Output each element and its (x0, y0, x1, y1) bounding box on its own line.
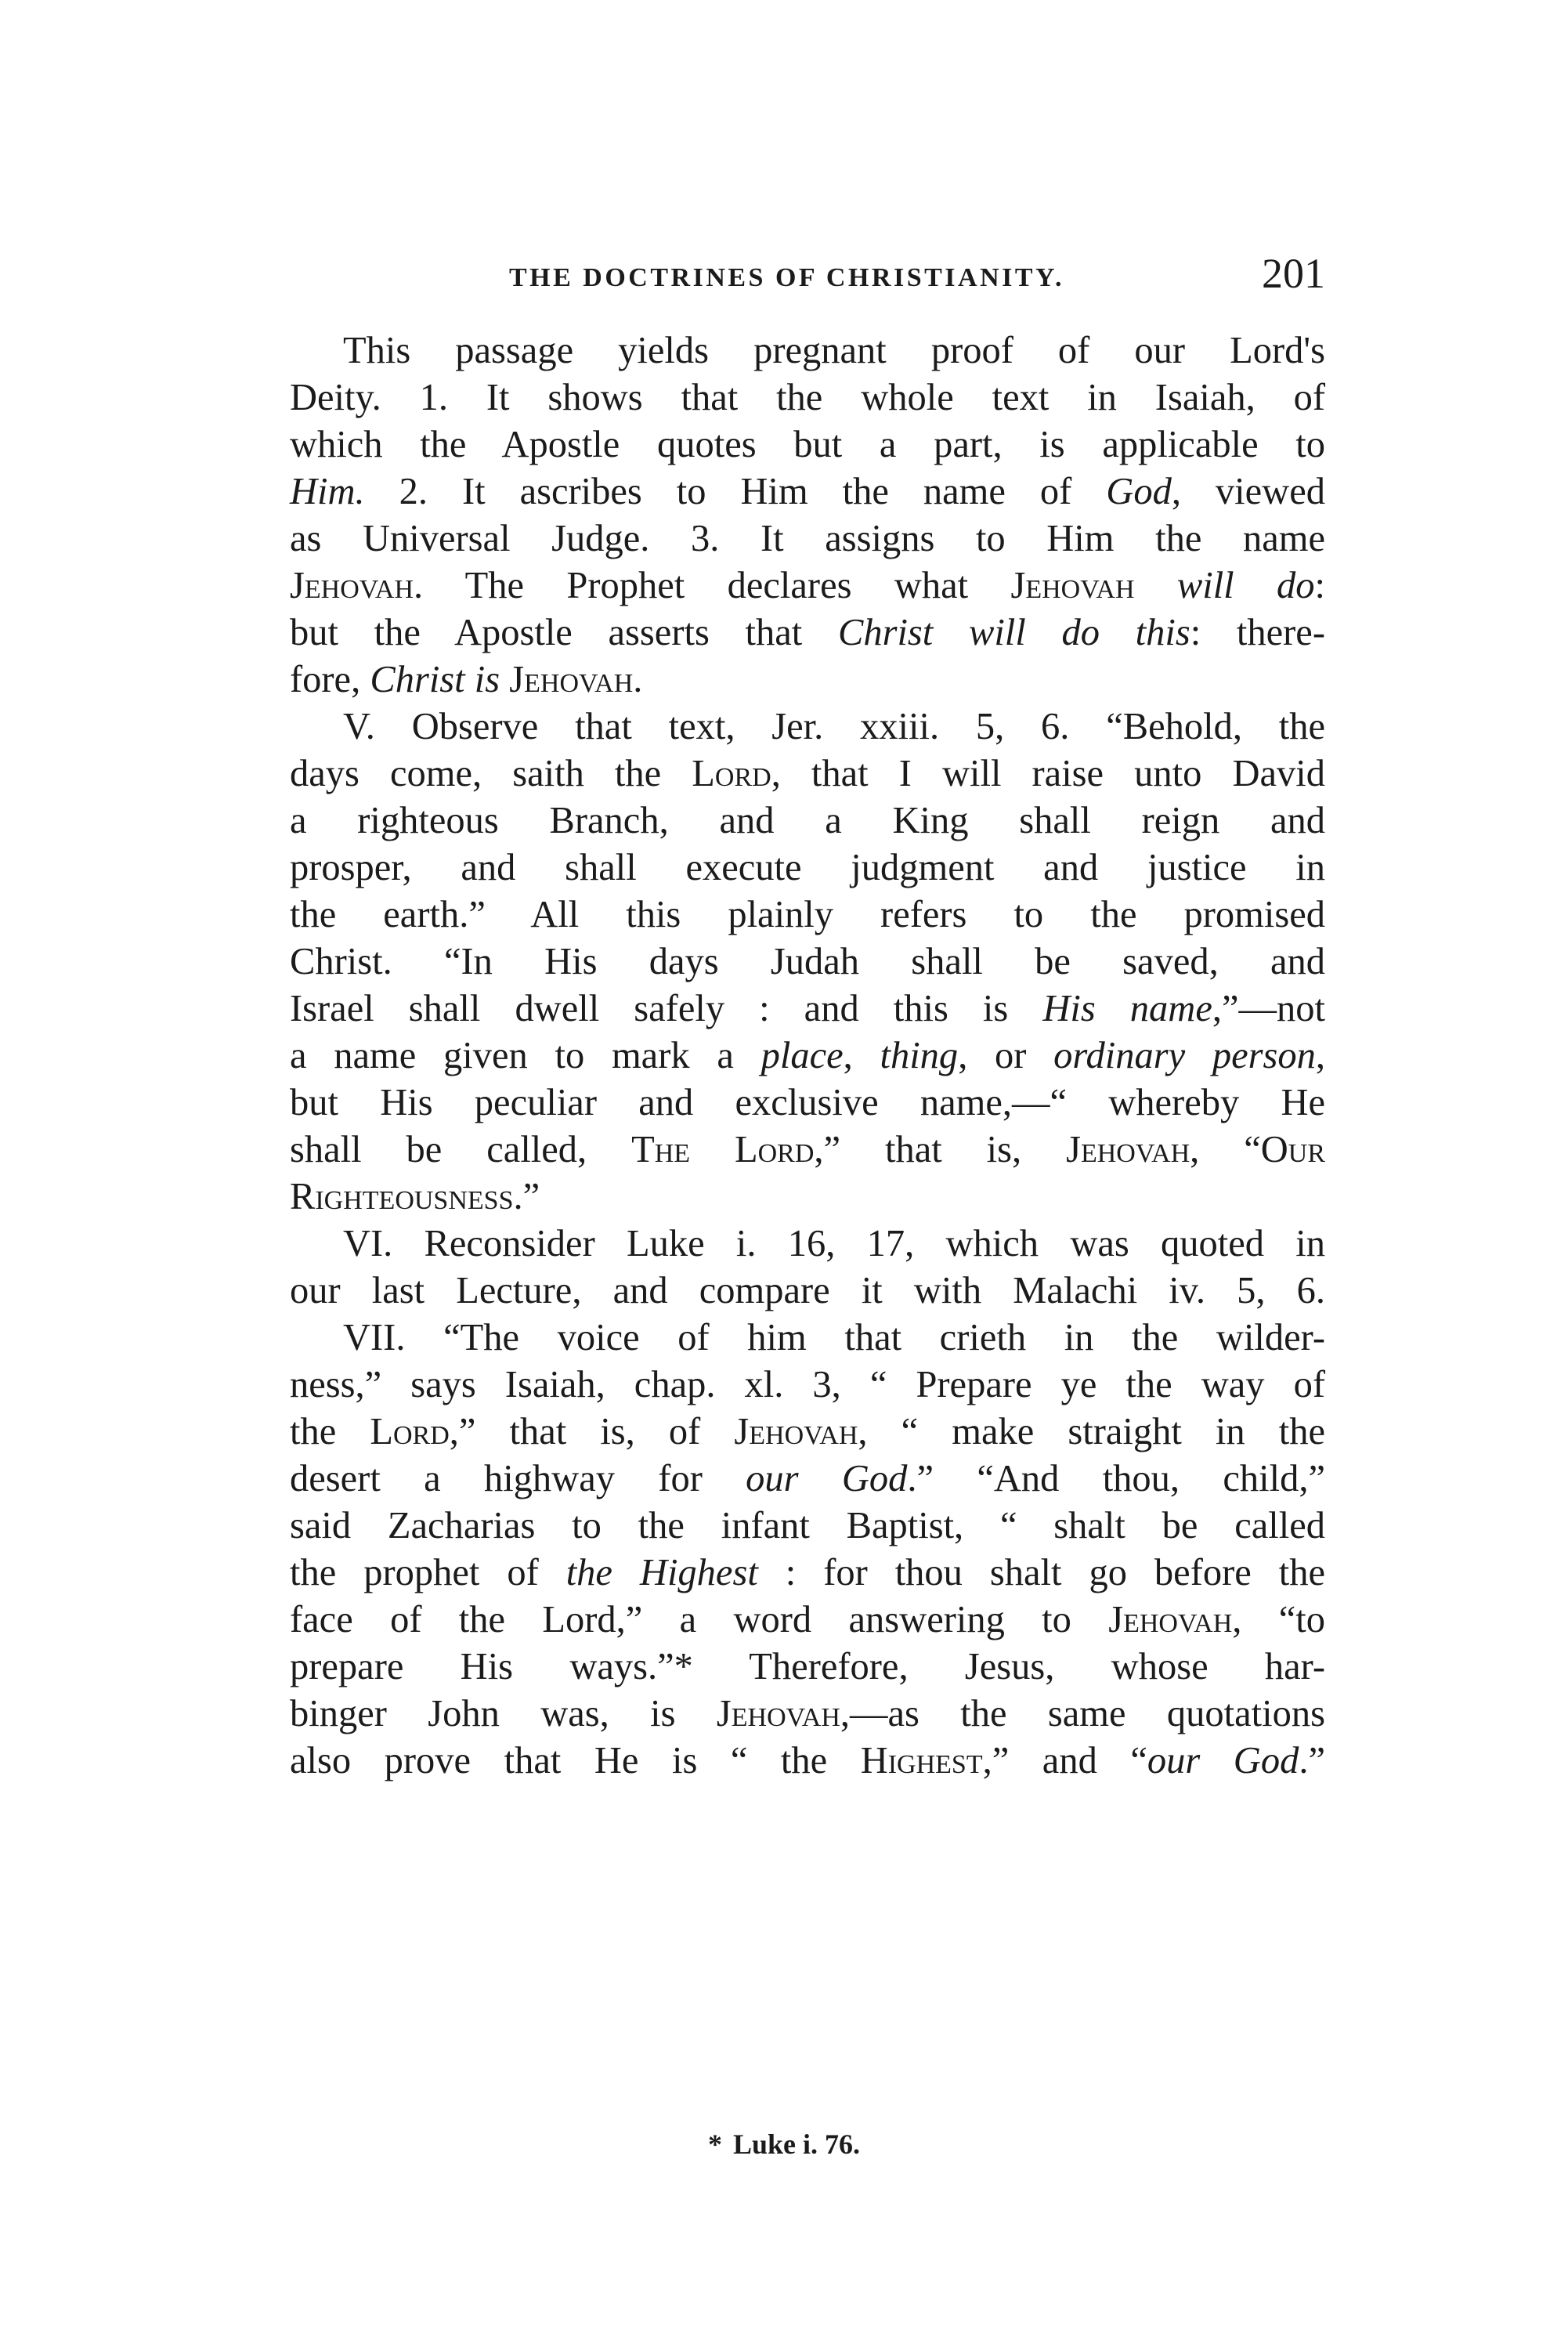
text-line: Christ. “In His days Judah shall be saved, and (290, 941, 1325, 982)
footnote-text: Luke i. 76. (732, 2129, 861, 2160)
text-line: also prove that He is “ the Highest,” and “our God.” (290, 1740, 1325, 1781)
text-line: face of the Lord,” a word answering to Jehovah, “to (290, 1599, 1325, 1640)
text-line: Him. 2. It ascribes to Him the name of God, viewed (290, 471, 1325, 512)
text-line: the Lord,” that is, of Jehovah, “ make straight in the (290, 1411, 1325, 1452)
text-line: This passage yields pregnant proof of our Lord's (343, 330, 1325, 371)
text-line: as Universal Judge. 3. It assigns to Him the name (290, 518, 1325, 559)
running-head: THE DOCTRINES OF CHRISTIANITY. (509, 263, 1064, 292)
text-line: desert a highway for our God.” “And thou, child,” (290, 1458, 1325, 1499)
text-line: but His peculiar and exclusive name,—“ whereby He (290, 1082, 1325, 1123)
text-line: the earth.” All this plainly refers to the promised (290, 894, 1325, 935)
page-header (290, 249, 1325, 312)
text-line: Deity. 1. It shows that the whole text in Isaiah, of (290, 377, 1325, 418)
page-number: 201 (1262, 250, 1325, 297)
text-line: Jehovah. The Prophet declares what Jehovah will do: (290, 565, 1325, 606)
text-line: a righteous Branch, and a King shall reign and (290, 800, 1325, 841)
text-line: said Zacharias to the infant Baptist, “ shalt be called (290, 1505, 1325, 1546)
text-line: Righteousness.” (290, 1176, 540, 1217)
footnote (0, 2128, 1568, 2161)
text-line: but the Apostle asserts that Christ will do this: there- (290, 612, 1325, 653)
text-line: VII. “The voice of him that crieth in the wilder- (343, 1317, 1325, 1358)
text-line: VI. Reconsider Luke i. 16, 17, which was quoted in (343, 1223, 1325, 1264)
text-line: our last Lecture, and compare it with Malachi iv. 5, 6. (290, 1270, 1325, 1311)
text-line: fore, Christ is Jehovah. (290, 659, 643, 700)
text-line: a name given to mark a place, thing, or ordinary person, (290, 1035, 1326, 1076)
text-line: which the Apostle quotes but a part, is applicable to (290, 424, 1325, 465)
text-line: prepare His ways.”* Therefore, Jesus, whose har- (290, 1646, 1325, 1687)
text-line: shall be called, The Lord,” that is, Jehovah, “Our (290, 1129, 1325, 1170)
text-line: binger John was, is Jehovah,—as the same quotations (290, 1693, 1325, 1734)
text-line: Israel shall dwell safely : and this is His name,”—not (290, 988, 1325, 1029)
footnote-marker: * (707, 2129, 722, 2160)
text-line: the prophet of the Highest : for thou shalt go before the (290, 1552, 1325, 1593)
text-line: days come, saith the Lord, that I will raise unto David (290, 753, 1326, 794)
text-line: ness,” says Isaiah, chap. xl. 3, “ Prepare ye the way of (290, 1364, 1325, 1405)
text-line: prosper, and shall execute judgment and justice in (290, 847, 1325, 888)
text-line: V. Observe that text, Jer. xxiii. 5, 6. “Behold, the (343, 706, 1325, 747)
